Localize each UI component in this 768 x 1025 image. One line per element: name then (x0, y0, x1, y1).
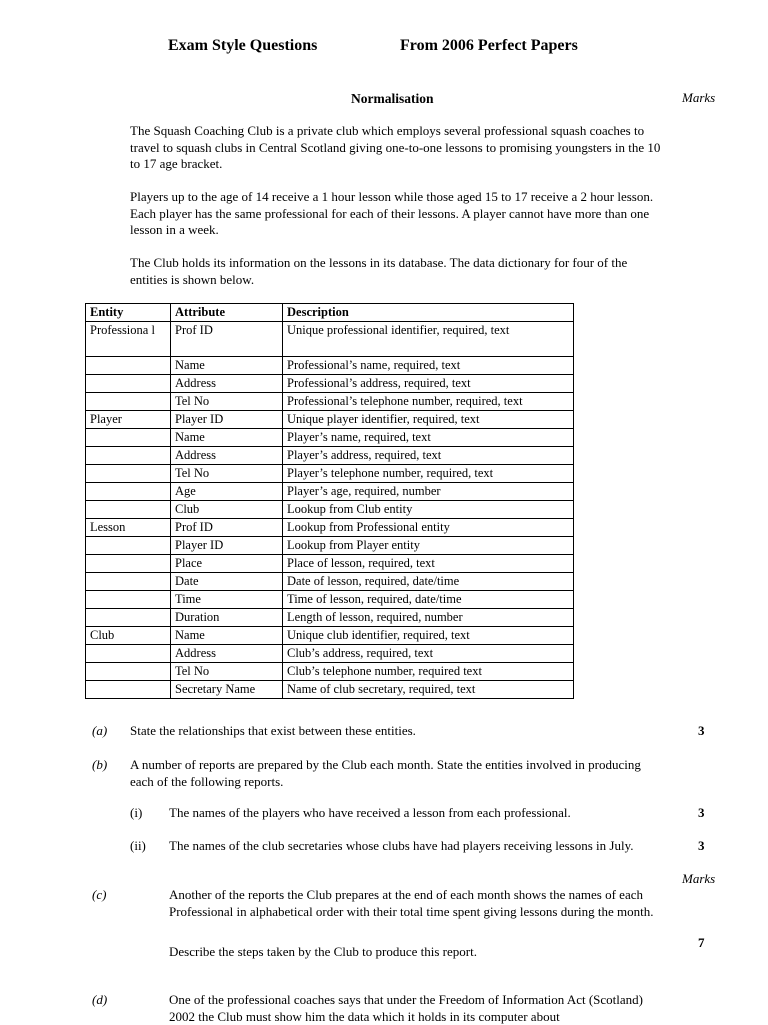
table-cell-description: Lookup from Professional entity (283, 519, 574, 537)
table-cell-attribute: Place (171, 555, 283, 573)
table-header-cell: Attribute (171, 304, 283, 322)
table-cell-attribute: Duration (171, 609, 283, 627)
question-c-text-2: Describe the steps taken by the Club to produce this report. (169, 944, 477, 959)
table-row (86, 627, 574, 645)
table-cell-entity: Club (86, 627, 171, 645)
table-cell-description: Length of lesson, required, number (283, 609, 574, 627)
table-cell-attribute: Player ID (171, 411, 283, 429)
question-a-marks: 3 (698, 723, 705, 738)
table-cell-attribute: Name (171, 627, 283, 645)
table-row (86, 411, 574, 429)
table-cell-description: Professional’s address, required, text (283, 375, 574, 393)
question-b-text: A number of reports are prepared by the Club each month. State the entities involved in producing each of the following reports. (130, 757, 641, 789)
question-b-ii-label: (ii) (130, 838, 146, 853)
table-row (86, 573, 574, 591)
table-row (86, 375, 574, 393)
table-row (86, 483, 574, 501)
question-d-text: One of the professional coaches says that under the Freedom of Information Act (Scotland) 2002 the Club must show him the data which it holds in its computer about (169, 992, 643, 1024)
table-cell-attribute: Secretary Name (171, 681, 283, 699)
question-b-ii-text: The names of the club secretaries whose clubs have had players receiving lessons in July. (169, 838, 634, 853)
table-cell-attribute: Club (171, 501, 283, 519)
table-cell-attribute: Tel No (171, 393, 283, 411)
table-cell-entity (86, 591, 171, 609)
table-cell-description: Date of lesson, required, date/time (283, 573, 574, 591)
table-cell-description: Lookup from Player entity (283, 537, 574, 555)
marks-column-label-2: Marks (682, 871, 716, 886)
table-row (86, 393, 574, 411)
table-cell-attribute: Name (171, 357, 283, 375)
table-cell-description: Unique professional identifier, required, text (283, 322, 574, 357)
table-cell-entity (86, 645, 171, 663)
table-cell-description: Lookup from Club entity (283, 501, 574, 519)
table-cell-attribute: Address (171, 375, 283, 393)
question-b-label: (b) (92, 757, 108, 772)
table-cell-description: Player’s telephone number, required, text (283, 465, 574, 483)
section-title: Normalisation (351, 91, 434, 106)
table-cell-entity (86, 537, 171, 555)
table-cell-description: Player’s address, required, text (283, 447, 574, 465)
table-row (86, 555, 574, 573)
table-cell-entity (86, 681, 171, 699)
table-cell-description: Professional’s telephone number, required, text (283, 393, 574, 411)
table-cell-attribute: Prof ID (171, 519, 283, 537)
table-row (86, 645, 574, 663)
table-cell-description: Time of lesson, required, date/time (283, 591, 574, 609)
table-cell-description: Club’s address, required, text (283, 645, 574, 663)
table-cell-attribute: Player ID (171, 537, 283, 555)
table-cell-entity: Lesson (86, 519, 171, 537)
question-d-label: (d) (92, 992, 108, 1007)
table-cell-entity (86, 501, 171, 519)
table-row (86, 322, 574, 357)
table-cell-attribute: Address (171, 645, 283, 663)
table-row (86, 465, 574, 483)
table-header-cell: Description (283, 304, 574, 322)
table-header-row (86, 304, 574, 322)
table-cell-description: Club’s telephone number, required text (283, 663, 574, 681)
table-cell-description: Name of club secretary, required, text (283, 681, 574, 699)
question-b-i-text: The names of the players who have received a lesson from each professional. (169, 805, 571, 820)
table-cell-entity: Professiona l (86, 322, 171, 357)
header-right-title: From 2006 Perfect Papers (400, 37, 578, 54)
table-row (86, 519, 574, 537)
table-cell-description: Player’s name, required, text (283, 429, 574, 447)
table-row (86, 609, 574, 627)
table-row (86, 429, 574, 447)
table-cell-attribute: Prof ID (171, 322, 283, 357)
intro-paragraph-1: The Squash Coaching Club is a private club which employs several professional squash coaches to travel to squash clubs in Central Scotland giving one-to-one lessons to promising youngsters in the 10 to 17 age bracket. (130, 123, 661, 171)
question-b-i-marks: 3 (698, 805, 705, 820)
table-cell-description: Professional’s name, required, text (283, 357, 574, 375)
table-cell-attribute: Tel No (171, 465, 283, 483)
table-cell-attribute: Time (171, 591, 283, 609)
table-cell-attribute: Tel No (171, 663, 283, 681)
table-row (86, 357, 574, 375)
table-row (86, 591, 574, 609)
table-header-cell: Entity (86, 304, 171, 322)
table-row (86, 681, 574, 699)
table-cell-attribute: Address (171, 447, 283, 465)
question-c-marks: 7 (698, 935, 705, 950)
table-cell-description: Unique club identifier, required, text (283, 627, 574, 645)
question-b-ii-marks: 3 (698, 838, 705, 853)
table-cell-entity: Player (86, 411, 171, 429)
question-a-text: State the relationships that exist between these entities. (130, 723, 416, 738)
table-row (86, 663, 574, 681)
table-cell-entity (86, 393, 171, 411)
table-cell-description: Unique player identifier, required, text (283, 411, 574, 429)
intro-paragraph-2: Players up to the age of 14 receive a 1 hour lesson while those aged 15 to 17 receive a 2 hour lesson. Each player has the same professional for each of their lessons. A player cannot have more than one lesson in a week. (130, 189, 654, 237)
table-cell-entity (86, 555, 171, 573)
table-cell-entity (86, 375, 171, 393)
table-cell-entity (86, 663, 171, 681)
table-cell-entity (86, 483, 171, 501)
table-cell-description: Player’s age, required, number (283, 483, 574, 501)
table-cell-attribute: Date (171, 573, 283, 591)
question-c-label: (c) (92, 887, 107, 902)
question-a-label: (a) (92, 723, 108, 738)
table-cell-entity (86, 573, 171, 591)
table-row (86, 501, 574, 519)
intro-paragraph-3: The Club holds its information on the lessons in its database. The data dictionary for four of the entities is shown below. (130, 255, 628, 287)
table-cell-attribute: Name (171, 429, 283, 447)
data-dictionary-table (85, 303, 574, 699)
header-left-title: Exam Style Questions (168, 37, 318, 54)
table-cell-entity (86, 429, 171, 447)
table-row (86, 537, 574, 555)
marks-column-label: Marks (682, 90, 716, 105)
table-cell-entity (86, 447, 171, 465)
table-cell-description: Place of lesson, required, text (283, 555, 574, 573)
question-c-text: Another of the reports the Club prepares at the end of each month shows the names of each Professional in alphabetical order with their total time spent giving lessons during the month. (169, 887, 654, 919)
question-b-i-label: (i) (130, 805, 143, 820)
table-row (86, 447, 574, 465)
table-cell-attribute: Age (171, 483, 283, 501)
table-cell-entity (86, 609, 171, 627)
table-cell-entity (86, 357, 171, 375)
table-cell-entity (86, 465, 171, 483)
